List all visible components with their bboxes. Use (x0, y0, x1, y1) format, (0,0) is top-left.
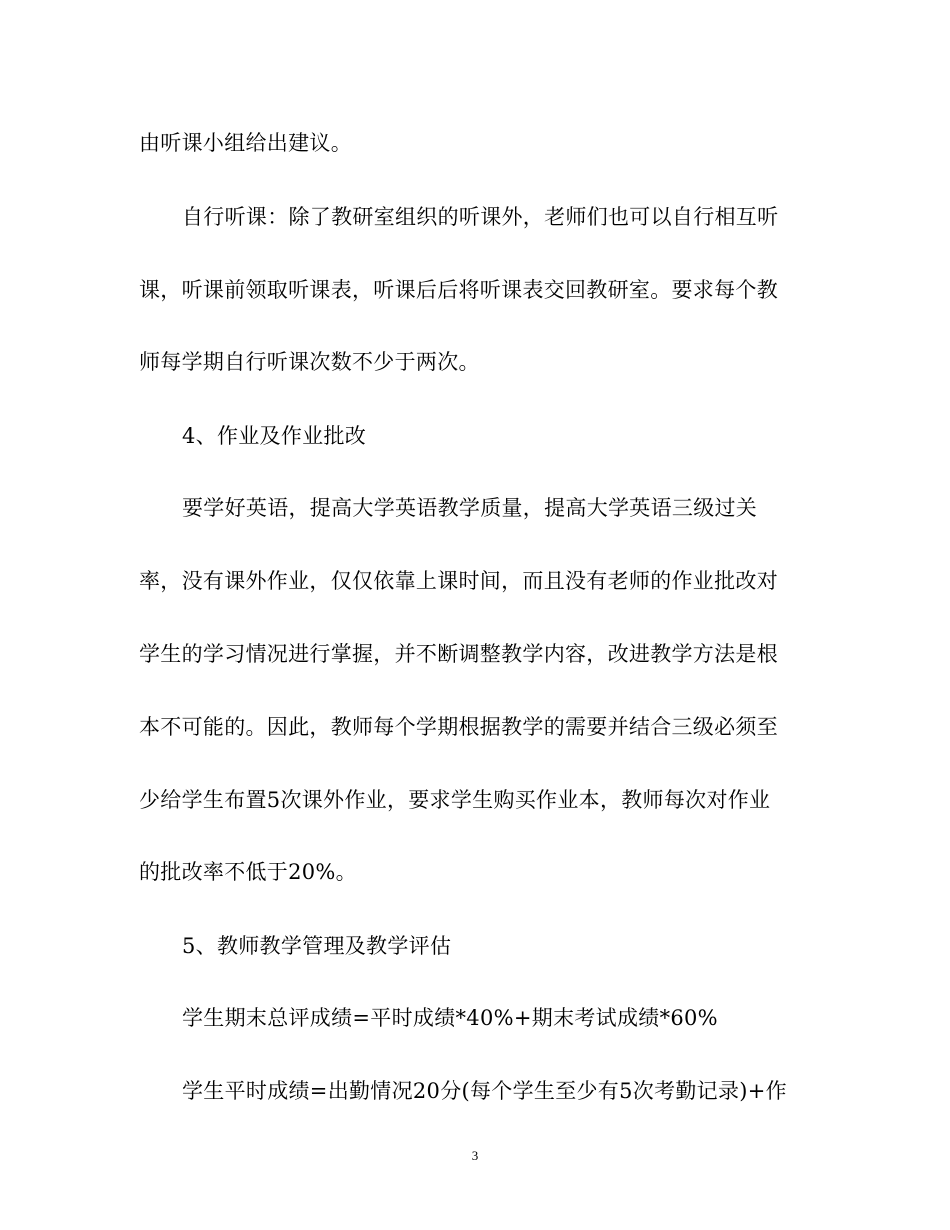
paragraph-line: 师每学期自行听课次数不少于两次。 (139, 350, 480, 374)
paragraph-line: 由听课小组给出建议。 (139, 131, 352, 155)
section-heading: 4、作业及作业批改 (182, 424, 367, 448)
paragraph-line: 本不可能的。因此，教师每个学期根据教学的需要并结合三级必须至 (139, 715, 778, 739)
paragraph-line: 少给学生布置5次课外作业，要求学生购买作业本，教师每次对作业 (139, 788, 771, 812)
paragraph-line: 的批改率不低于20%。 (139, 860, 357, 884)
paragraph-line: 率，没有课外作业，仅仅依靠上课时间，而且没有老师的作业批改对 (139, 569, 778, 593)
formula-line: 学生期末总评成绩=平时成绩*40%+期末考试成绩*60% (182, 1006, 718, 1030)
paragraph-line: 自行听课：除了教研室组织的听课外，老师们也可以自行相互听 (182, 205, 779, 229)
paragraph-line: 课，听课前领取听课表，听课后后将听课表交回教研室。要求每个教 (139, 278, 778, 302)
paragraph-line: 学生的学习情况进行掌握，并不断调整教学内容，改进教学方法是根 (139, 642, 778, 666)
page-number: 3 (471, 1148, 479, 1163)
section-heading: 5、教师教学管理及教学评估 (182, 934, 452, 958)
paragraph-line: 要学好英语，提高大学英语教学质量，提高大学英语三级过关 (182, 496, 758, 520)
formula-line: 学生平时成绩=出勤情况20分(每个学生至少有5次考勤记录)+作 (182, 1079, 787, 1103)
